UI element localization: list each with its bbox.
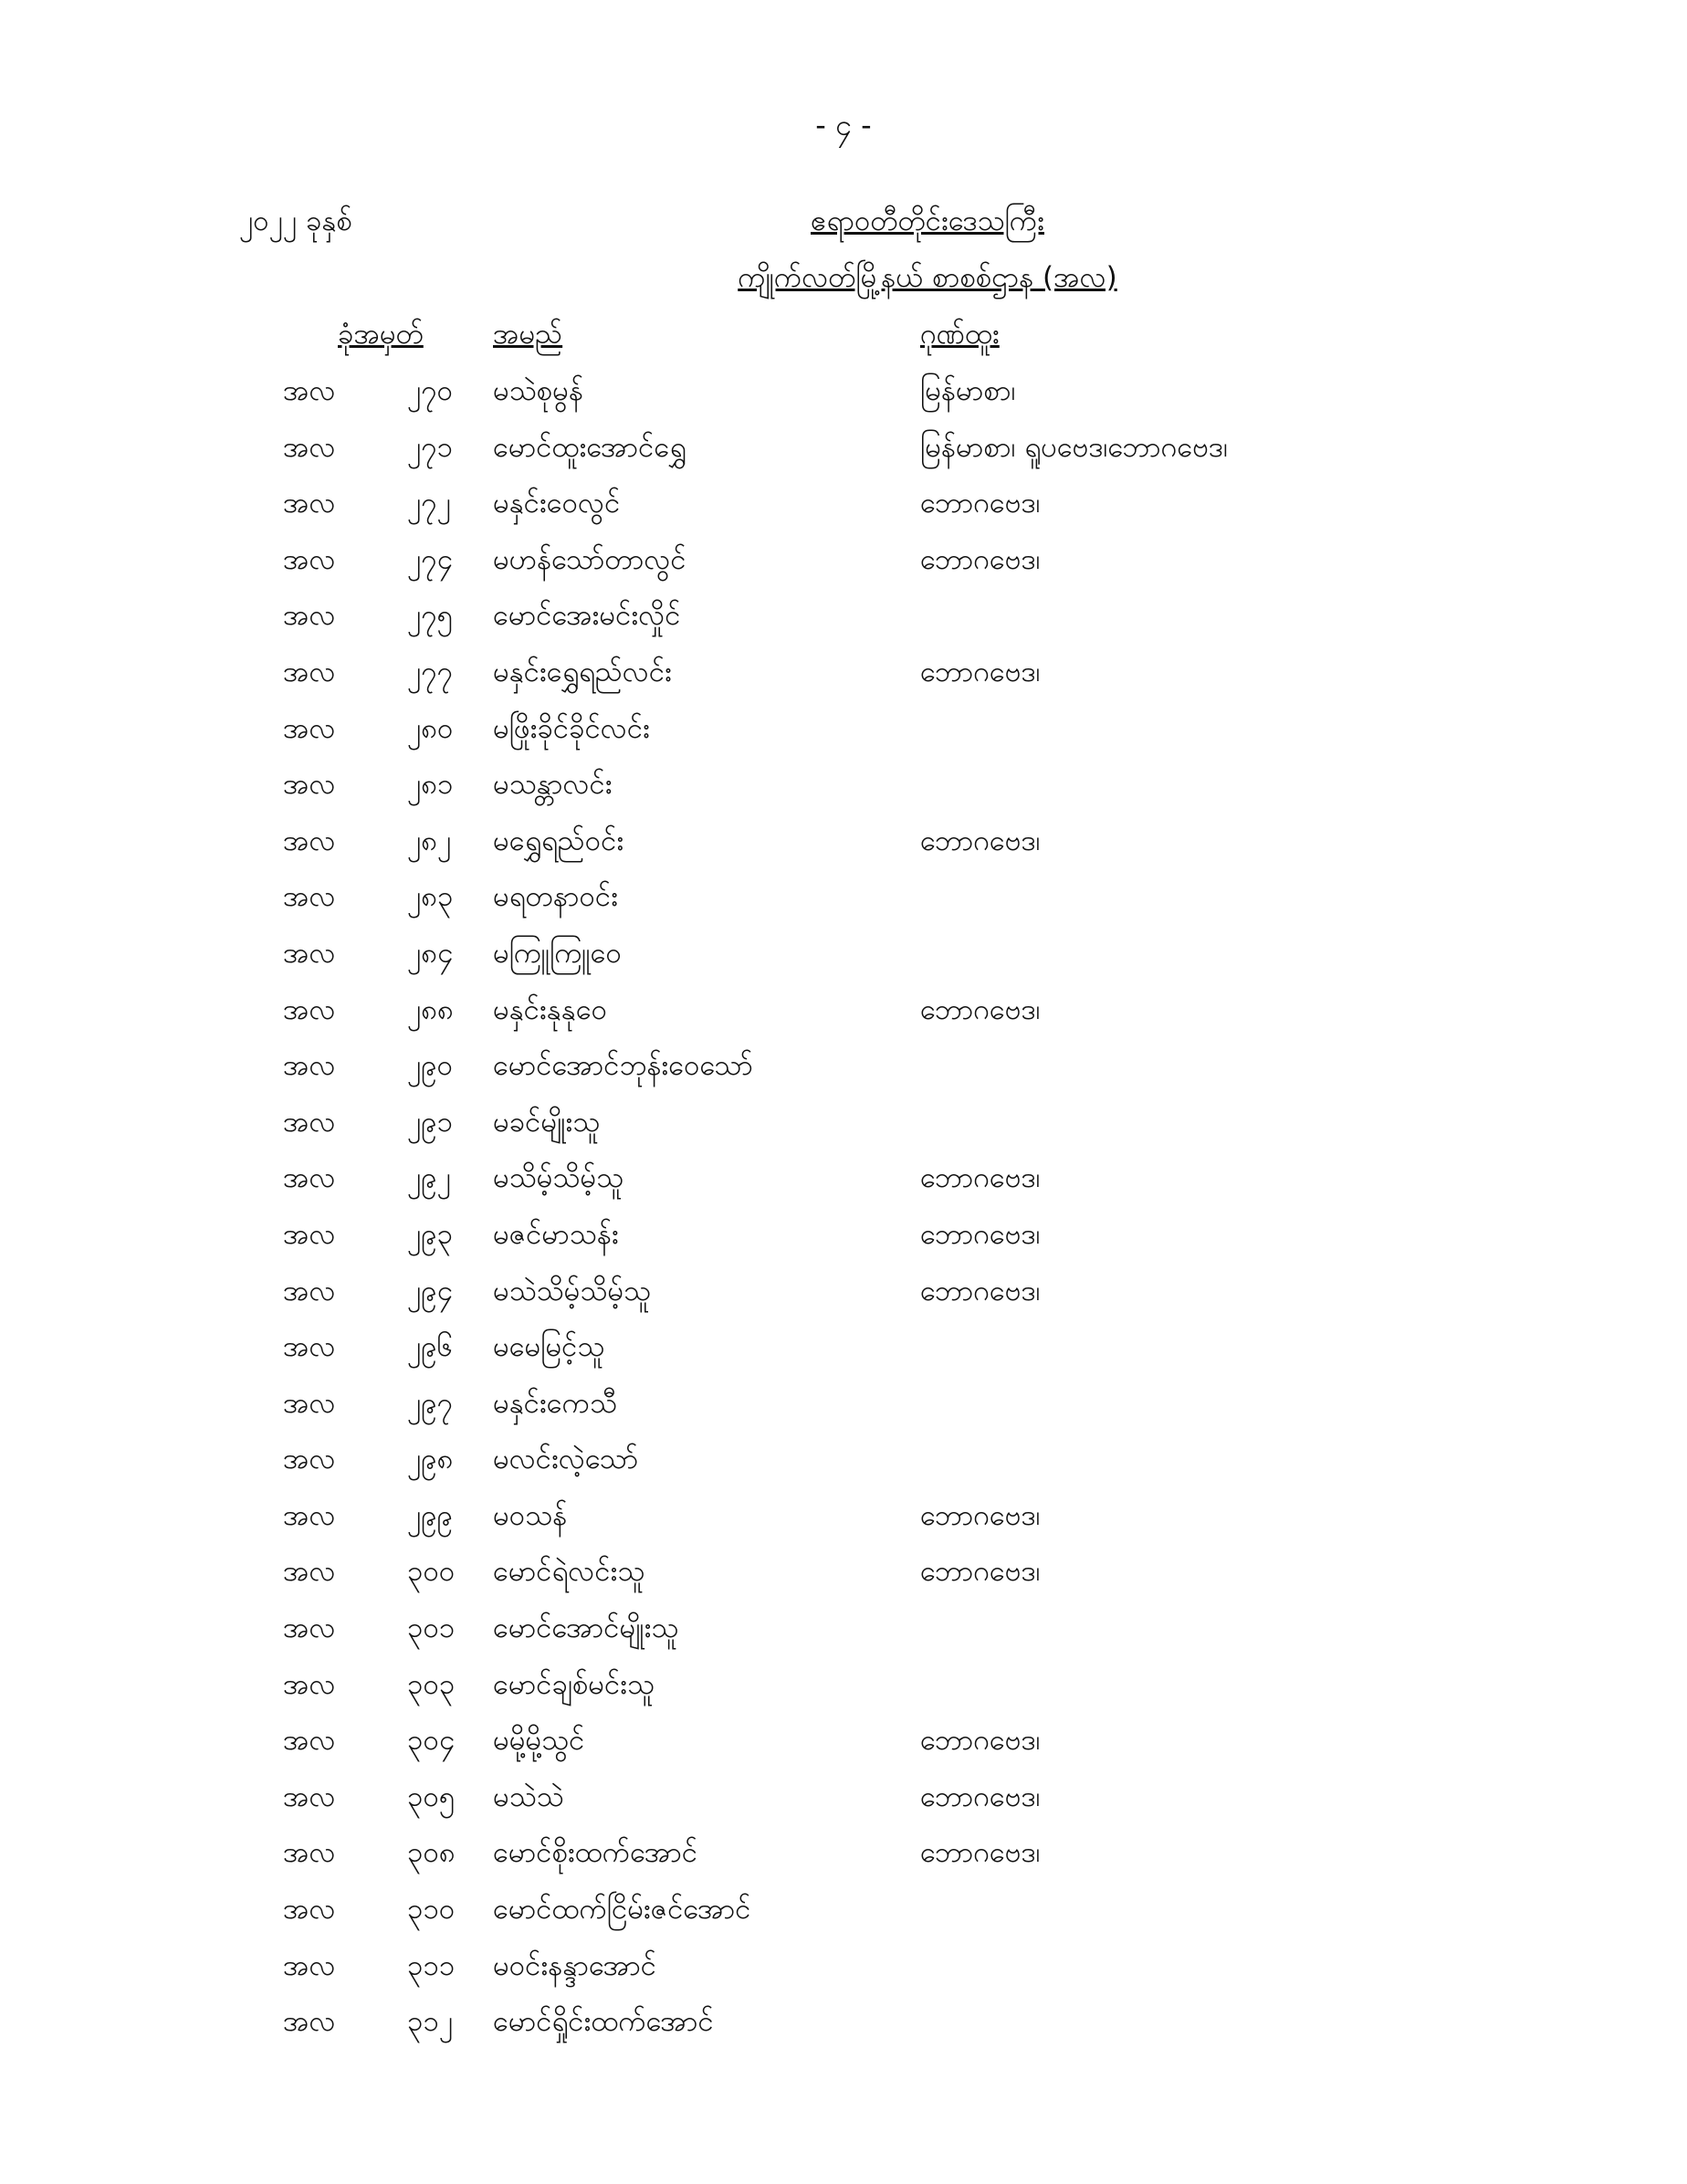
list-item xyxy=(0,1216,1687,1273)
roll-number: ၂၉၂ xyxy=(407,1161,451,1195)
roll-prefix: အလ xyxy=(283,1724,336,1758)
student-name: မောင်ထက်ငြိမ်းဇင်အောင် xyxy=(493,1893,751,1927)
roll-prefix: အလ xyxy=(283,1948,336,1982)
header-roll-number: ခုံအမှတ် xyxy=(338,318,424,351)
list-item xyxy=(0,766,1687,823)
distinction: ဘောဂဗေဒ၊ xyxy=(920,1780,1041,1813)
list-item xyxy=(0,935,1687,992)
student-name: မသဲသိမ့်သိမ့်သူ xyxy=(493,1274,652,1307)
roll-prefix: အလ xyxy=(283,1443,336,1476)
roll-prefix: အလ xyxy=(283,487,336,520)
student-name: မမေမြင့်သူ xyxy=(493,1330,605,1364)
list-item xyxy=(0,2003,1687,2060)
student-name: မောင်ထူးအောင်ရွှေ xyxy=(493,430,686,464)
distinction: ဘောဂဗေဒ၊ xyxy=(920,487,1041,520)
roll-prefix: အလ xyxy=(283,1667,336,1701)
roll-prefix: အလ xyxy=(283,655,336,688)
list-item xyxy=(0,1666,1687,1723)
roll-number: ၂၉၉ xyxy=(407,1498,454,1532)
roll-prefix: အလ xyxy=(283,542,336,576)
student-name: မနှင်းနုနုဝေ xyxy=(493,992,608,1026)
list-item xyxy=(0,710,1687,767)
roll-number: ၂၉၃ xyxy=(407,1217,454,1251)
roll-prefix: အလ xyxy=(283,1386,336,1420)
student-name: မဝသန် xyxy=(493,1498,568,1532)
roll-number: ၃၀၀ xyxy=(407,1555,456,1589)
list-item xyxy=(0,373,1687,429)
distinction: မြန်မာစာ၊ ရူပဗေဒ၊ဘောဂဗေဒ၊ xyxy=(920,430,1228,464)
roll-prefix: အလ xyxy=(283,374,336,407)
list-item xyxy=(0,1385,1687,1442)
list-item xyxy=(0,485,1687,541)
roll-prefix: အလ xyxy=(283,711,336,745)
roll-number: ၂၉၄ xyxy=(407,1274,454,1307)
roll-prefix: အလ xyxy=(283,1217,336,1251)
list-item xyxy=(0,429,1687,486)
roll-number: ၂၈၁ xyxy=(407,768,454,802)
roll-number: ၂၇၂ xyxy=(407,487,451,520)
distinction: ဘောဂဗေဒ၊ xyxy=(920,1161,1041,1195)
list-item xyxy=(0,1047,1687,1104)
roll-number: ၂၈၃ xyxy=(407,880,454,914)
roll-number: ၃၁၁ xyxy=(407,1948,456,1982)
roll-prefix: အလ xyxy=(283,2005,336,2039)
distinction: ဘောဂဗေဒ၊ xyxy=(920,824,1041,857)
distinction: ဘောဂဗေဒ၊ xyxy=(920,1836,1041,1870)
roll-number: ၂၇၅ xyxy=(407,599,454,633)
roll-prefix: အလ xyxy=(283,992,336,1026)
list-item xyxy=(0,1441,1687,1497)
roll-prefix: အလ xyxy=(283,1836,336,1870)
roll-prefix: အလ xyxy=(283,430,336,464)
distinction: ဘောဂဗေဒ၊ xyxy=(920,1217,1041,1251)
distinction: ဘောဂဗေဒ၊ xyxy=(920,1724,1041,1758)
student-name: မကြူကြူဝေ xyxy=(493,936,622,970)
roll-number: ၂၉၈ xyxy=(407,1443,454,1476)
roll-number: ၃၁၀ xyxy=(407,1893,456,1927)
roll-number: ၃၁၂ xyxy=(407,2005,454,2039)
roll-prefix: အလ xyxy=(283,599,336,633)
list-item xyxy=(0,1328,1687,1385)
student-name: မသဲစုမွန် xyxy=(493,374,583,407)
center-title: ကျိုက်လတ်မြို့နယ် စာစစ်ဌာန (အလ) xyxy=(738,261,1117,294)
header-distinction: ဂုဏ်ထူး xyxy=(920,318,1000,351)
roll-prefix: အလ xyxy=(283,936,336,970)
list-item xyxy=(0,1610,1687,1666)
header-name: အမည် xyxy=(493,318,563,351)
student-name: မမို့မို့သွင် xyxy=(493,1724,585,1758)
roll-number: ၂၇၁ xyxy=(407,430,454,464)
distinction: မြန်မာစာ၊ xyxy=(920,374,1016,407)
student-name: မရတနာဝင်း xyxy=(493,880,618,914)
roll-prefix: အလ xyxy=(283,1049,336,1083)
student-name: မဟန်သော်တာလွင် xyxy=(493,542,686,576)
distinction: ဘောဂဗေဒ၊ xyxy=(920,655,1041,688)
distinction: ဘောဂဗေဒ၊ xyxy=(920,992,1041,1026)
student-name: မနှင်းရွှေရည်လင်း xyxy=(493,655,672,688)
roll-number: ၂၇၄ xyxy=(407,542,454,576)
student-name: မဇင်မာသန်း xyxy=(493,1217,619,1251)
list-item xyxy=(0,1497,1687,1554)
roll-prefix: အလ xyxy=(283,1612,336,1645)
list-item xyxy=(0,878,1687,935)
student-name: မောင်ချစ်မင်းသူ xyxy=(493,1667,655,1701)
list-item xyxy=(0,1834,1687,1891)
roll-prefix: အလ xyxy=(283,1780,336,1813)
roll-number: ၃၀၃ xyxy=(407,1667,456,1701)
distinction: ဘောဂဗေဒ၊ xyxy=(920,1498,1041,1532)
list-item xyxy=(0,1104,1687,1160)
list-item xyxy=(0,823,1687,879)
student-name: မနှင်းကေသီ xyxy=(493,1386,617,1420)
list-item xyxy=(0,1553,1687,1610)
student-name: မောင်ရဲလင်းသူ xyxy=(493,1555,645,1589)
roll-number: ၂၉၀ xyxy=(407,1049,454,1083)
roll-number: ၃၀၄ xyxy=(407,1724,456,1758)
roll-prefix: အလ xyxy=(283,768,336,802)
roll-prefix: အလ xyxy=(283,824,336,857)
roll-number: ၂၈၄ xyxy=(407,936,454,970)
student-name: မလင်းလဲ့သော် xyxy=(493,1443,639,1476)
student-name: မနှင်းဝေလွင် xyxy=(493,487,621,520)
student-name: မောင်အောင်မျိုးသူ xyxy=(493,1612,679,1645)
distinction: ဘောဂဗေဒ၊ xyxy=(920,542,1041,576)
student-name: မောင်ရှိုင်းထက်အောင် xyxy=(493,2005,714,2039)
student-name: မသန္တာလင်း xyxy=(493,768,613,802)
student-name: မောင်အောင်ဘုန်းဝေသော် xyxy=(493,1049,753,1083)
roll-number: ၂၉၆ xyxy=(407,1330,454,1364)
student-name: မသိမ့်သိမ့်သူ xyxy=(493,1161,624,1195)
student-name: မောင်အေးမင်းလှိုင် xyxy=(493,599,681,633)
roll-prefix: အလ xyxy=(283,1105,336,1139)
student-name: မဖြိုးခိုင်ခိုင်လင်း xyxy=(493,711,650,745)
student-name: မသဲသဲ xyxy=(493,1780,564,1813)
roll-number: ၃၀၅ xyxy=(407,1780,456,1813)
distinction: ဘောဂဗေဒ၊ xyxy=(920,1274,1041,1307)
page-number: - ၄ - xyxy=(815,108,872,142)
list-item xyxy=(0,597,1687,654)
roll-number: ၂၈၀ xyxy=(407,711,454,745)
roll-prefix: အလ xyxy=(283,1555,336,1589)
region-title: ဧရာဝတီတိုင်းဒေသကြီး xyxy=(811,205,1044,237)
student-name: မရွှေရည်ဝင်း xyxy=(493,824,624,857)
roll-number: ၂၉၁ xyxy=(407,1105,454,1139)
roll-prefix: အလ xyxy=(283,1330,336,1364)
exam-year: ၂၀၂၂ ခုနှစ် xyxy=(239,205,352,237)
roll-number: ၃၀၁ xyxy=(407,1612,456,1645)
list-item xyxy=(0,992,1687,1048)
student-name: မခင်မျိုးသူ xyxy=(493,1105,601,1139)
list-item xyxy=(0,1722,1687,1779)
roll-number: ၃၀၈ xyxy=(407,1836,456,1870)
roll-number: ၂၇၇ xyxy=(407,655,454,688)
student-name: မောင်စိုးထက်အောင် xyxy=(493,1836,698,1870)
roll-number: ၂၉၇ xyxy=(407,1386,454,1420)
roll-number: ၂၇၀ xyxy=(407,374,454,407)
list-item xyxy=(0,654,1687,710)
list-item xyxy=(0,541,1687,598)
roll-number: ၂၈၂ xyxy=(407,824,452,857)
distinction: ဘောဂဗေဒ၊ xyxy=(920,1555,1041,1589)
roll-prefix: အလ xyxy=(283,1274,336,1307)
roll-number: ၂၈၈ xyxy=(407,992,454,1026)
list-item xyxy=(0,1891,1687,1948)
list-item xyxy=(0,1160,1687,1216)
list-item xyxy=(0,1273,1687,1329)
list-item xyxy=(0,1948,1687,2004)
list-item xyxy=(0,1779,1687,1835)
student-name: မဝင်းနန္ဒာအောင် xyxy=(493,1948,657,1982)
results-list xyxy=(0,373,1687,2060)
roll-prefix: အလ xyxy=(283,1498,336,1532)
roll-prefix: အလ xyxy=(283,1161,336,1195)
roll-prefix: အလ xyxy=(283,880,336,914)
roll-prefix: အလ xyxy=(283,1893,336,1927)
